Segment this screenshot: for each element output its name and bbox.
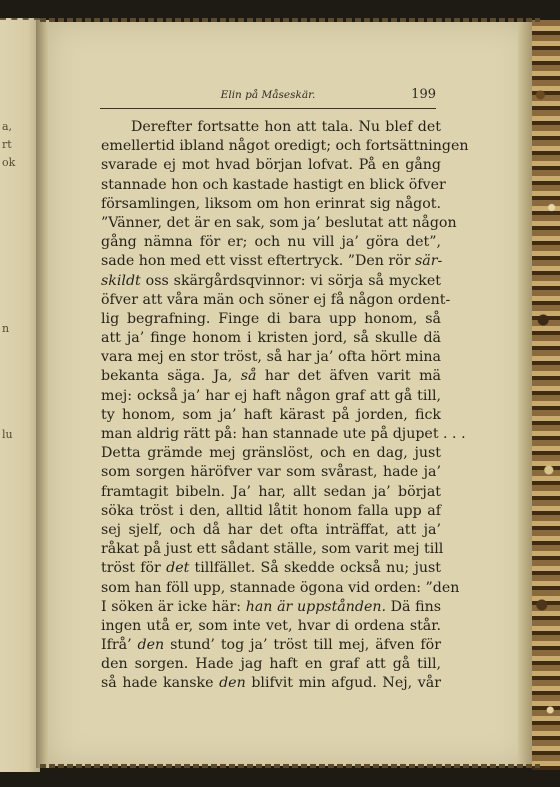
text-run: Dä fins: [386, 598, 442, 615]
text-line: [101, 425, 466, 444]
marbled-fore-edge: [532, 20, 560, 770]
text-line: [101, 348, 441, 367]
text-run: tröst för: [101, 560, 167, 577]
text-line: [101, 233, 441, 252]
italic-text: sär-: [415, 253, 443, 270]
text-line: [101, 252, 441, 271]
text-run: stund’ tog ja’ tröst till mej, äfven för: [164, 637, 441, 654]
running-head-title: Elin på Måseskär.: [220, 89, 316, 101]
text-run: som sorgen häröfver var som svårast, hade ja’: [101, 464, 441, 481]
text-run: råkat på just ett sådant ställe, som varit mej till: [101, 541, 444, 558]
text-run: öfver att våra män och söner ej få någon ordent-: [101, 291, 451, 308]
facing-page-fragment: lu: [2, 428, 13, 441]
text-run: vara mej en stor tröst, så har ja’ ofta hört mina: [101, 349, 441, 366]
page-bottom-edge: [40, 764, 540, 768]
italic-text: skildt: [101, 272, 141, 289]
text-line: [101, 214, 457, 233]
text-run: emellertid ibland något oredigt; och fortsättningen: [101, 138, 469, 155]
page-edge-shade: [518, 22, 532, 766]
text-run: I söken är icke här:: [101, 598, 246, 615]
running-head: [100, 86, 436, 109]
text-run: framtagit bibeln. Ja’ har, allt sedan ja’ börjat: [101, 483, 441, 500]
text-line: [101, 636, 441, 655]
text-line: [101, 137, 469, 156]
text-line: [101, 329, 441, 348]
text-run: blifvit min afgud. Nej, vår: [245, 675, 442, 692]
text-run: söka tröst i den, alltid låtit honom falla upp af: [101, 502, 441, 519]
text-line: [101, 387, 441, 406]
text-line: [101, 367, 441, 386]
text-line: [101, 502, 441, 521]
italic-text: han är uppstånden.: [245, 598, 386, 615]
text-line: [101, 444, 441, 463]
text-line: [101, 310, 441, 329]
text-run: Derefter fortsatte hon att tala. Nu blef det: [131, 119, 441, 135]
text-line: [101, 176, 446, 195]
text-line: [101, 598, 441, 617]
text-run: sej sjelf, och då har det ofta inträffat, att ja’: [101, 521, 441, 538]
facing-page-fragment: n: [2, 322, 10, 335]
facing-page-edge: [0, 18, 40, 772]
facing-page-fragment: a,: [2, 120, 13, 133]
text-line: [101, 521, 441, 540]
text-run: så hade kanske: [101, 675, 220, 692]
text-line: [101, 406, 441, 425]
text-line: [101, 118, 441, 137]
italic-text: så: [240, 368, 257, 385]
text-run: stannade hon och kastade hastigt en blick öfver: [101, 176, 446, 193]
text-run: bekanta säga. Ja,: [101, 368, 241, 385]
facing-page-fragment: rt: [2, 138, 12, 151]
body-text: [101, 118, 469, 694]
page-number: 199: [411, 87, 436, 102]
text-run: ”Vänner, det är en sak, som ja’ beslutat att någon: [101, 214, 457, 231]
text-line: [101, 674, 441, 693]
text-run: tillfället. Så skedde också nu; just: [189, 560, 441, 577]
text-line: [101, 483, 441, 502]
text-run: oss skärgårdsqvinnor: vi sörja så mycket: [140, 272, 441, 289]
text-run: Detta grämde mej gränslöst, och en dag, just: [101, 445, 441, 462]
text-line: [101, 655, 441, 674]
text-run: ty honom, som ja’ haft kärast på jorden, fick: [101, 406, 441, 423]
text-line: [101, 291, 451, 310]
text-line: [101, 579, 460, 598]
italic-text: den: [137, 637, 165, 654]
text-run: Ifrå’: [101, 637, 138, 654]
text-run: sade hon med ett visst eftertryck. ”Den rör: [101, 253, 416, 270]
text-run: lig begrafning. Finge di bara upp honom, så: [101, 310, 441, 327]
text-run: ingen utå er, som inte vet, hvar di ordena står.: [101, 617, 441, 634]
text-line: [101, 156, 441, 175]
text-line: [101, 559, 441, 578]
italic-text: den: [219, 675, 246, 692]
text-run: har det äfven varit mä: [256, 368, 441, 385]
text-run: man aldrig rätt på: han stannade ute på djupet . . .: [101, 426, 466, 442]
text-line: [101, 195, 441, 214]
text-run: mej: också ja’ har ej haft någon graf att gå till,: [101, 387, 441, 404]
text-line: [101, 617, 441, 636]
text-run: svarade ej mot hvad början lofvat. På en gång: [101, 157, 441, 174]
text-line: [101, 272, 441, 291]
text-run: gång nämna för er; och nu vill ja’ göra det”,: [101, 234, 441, 251]
text-run: att ja’ finge honom i kristen jord, så skulle dä: [101, 330, 441, 347]
text-line: [101, 540, 444, 559]
page-top-edge: [40, 18, 540, 22]
text-run: församlingen, liksom om hon erinrat sig något.: [101, 195, 441, 212]
text-run: den sorgen. Hade jag haft en graf att gå till,: [101, 656, 441, 673]
facing-page-fragment: ok: [2, 156, 16, 169]
text-run: som han föll upp, stannade ögona vid orden: ”den: [101, 579, 460, 596]
text-line: [101, 463, 441, 482]
italic-text: det: [166, 560, 190, 577]
